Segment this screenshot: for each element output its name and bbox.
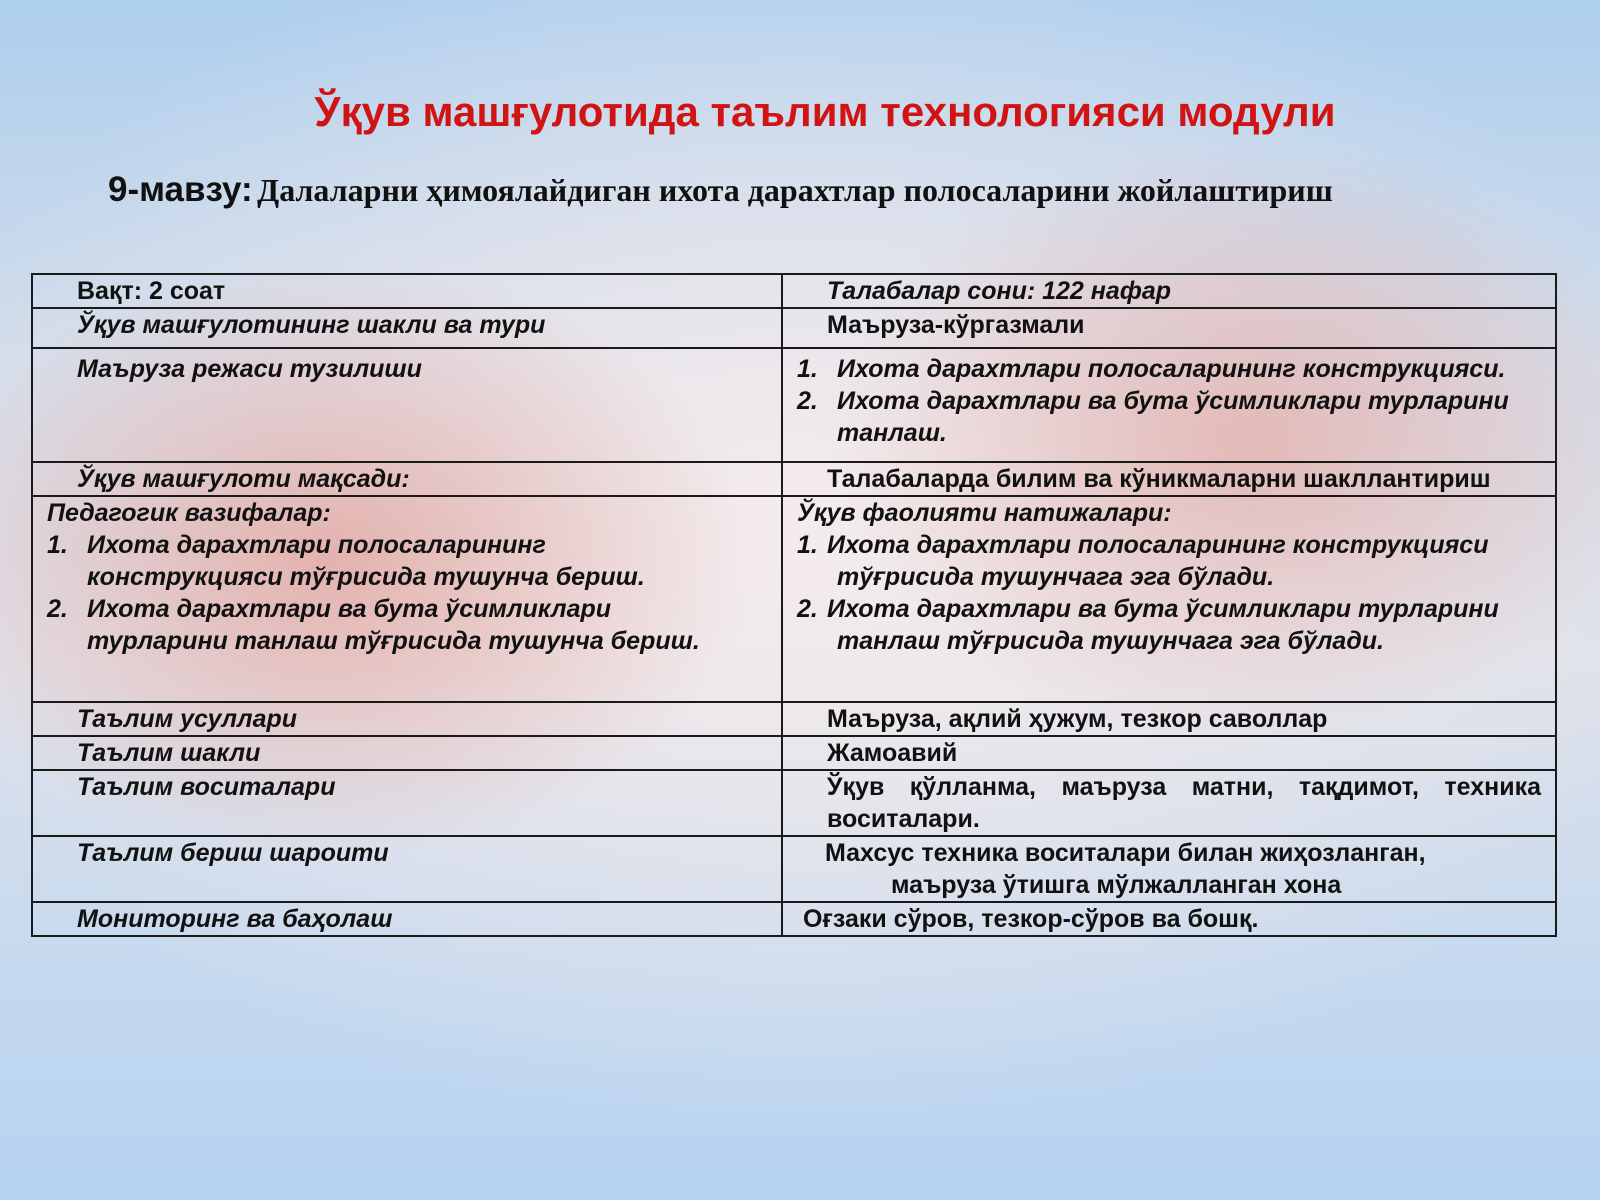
students-text: Талабалар сони: 122 нафар (827, 277, 1172, 305)
table-row (32, 348, 1556, 462)
monitoring-label: Мониторинг ва баҳолаш (32, 902, 782, 936)
list-item: 2. Ихота дарахтлари ва бута ўсимликлари турларини танлаш тўғрисида тушунчага эга бўлади. (797, 595, 1499, 655)
form-value: Жамоавий (782, 736, 1556, 770)
form-type-label: Ўқув машғулотининг шакли ва тури (32, 308, 782, 348)
conditions-line-2: маъруза ўтишга мўлжалланган хона (891, 871, 1342, 899)
topic-heading (108, 170, 1333, 210)
time-cell (32, 274, 782, 308)
table-row (32, 274, 1556, 308)
goal-value: Талабаларда билим ва кўникмаларни шакллантириш (782, 462, 1556, 496)
list-item: 1. Ихота дарахтлари полосаларининг конструкцияси. (797, 355, 1506, 383)
table-row (32, 902, 1556, 936)
table-row (32, 770, 1556, 836)
time-text: Вақт: 2 соат (77, 277, 226, 305)
form-type-value: Маъруза-кўргазмали (782, 308, 1556, 348)
list-item: 2. Ихота дарахтлари ва бута ўсимликлари турларини танлаш тўғрисида тушунча бериш. (47, 595, 700, 655)
table-row (32, 308, 1556, 348)
list-item: 2. Ихота дарахтлари ва бута ўсимликлари турларини танлаш. (797, 387, 1509, 447)
list-item: 1. Ихота дарахтлари полосаларининг конструкцияси тўғрисида тушунча бериш. (47, 531, 645, 591)
table-row (32, 496, 1556, 702)
results-label: Ўқув фаолияти натижалари: (797, 499, 1172, 527)
plan-label: Маъруза режаси тузилиши (32, 348, 782, 462)
conditions-cell (782, 836, 1556, 902)
topic-number: 9-мавзу: (108, 170, 253, 209)
table-row (32, 462, 1556, 496)
tasks-cell (32, 496, 782, 702)
table-row (32, 836, 1556, 902)
plan-list (782, 348, 1556, 462)
topic-title: Далаларни ҳимоялайдиган ихота дарахтлар полосаларини жойлаштириш (257, 172, 1333, 208)
goal-label: Ўқув машғулоти мақсади: (32, 462, 782, 496)
means-label: Таълим воситалари (32, 770, 782, 836)
tasks-label: Педагогик вазифалар: (47, 499, 331, 527)
page-title: Ўқув машғулотида таълим технологияси модули (314, 88, 1336, 135)
conditions-line-1: Махсус техника воситалари билан жиҳозланган, (825, 839, 1426, 867)
table-row (32, 736, 1556, 770)
methods-value: Маъруза, ақлий ҳужум, тезкор саволлар (782, 702, 1556, 736)
students-cell (782, 274, 1556, 308)
means-value: Ўқув қўлланма, маъруза матни, тақдимот, техника воситалари. (782, 770, 1556, 836)
monitoring-value: Оғзаки сўров, тезкор-сўров ва бошқ. (782, 902, 1556, 936)
form-label: Таълим шакли (32, 736, 782, 770)
table-row (32, 702, 1556, 736)
results-cell (782, 496, 1556, 702)
list-item: 1. Ихота дарахтлари полосаларининг конструкцияси тўғрисида тушунчага эга бўлади. (797, 531, 1489, 591)
lesson-module-table (31, 273, 1557, 937)
conditions-label: Таълим бериш шароити (32, 836, 782, 902)
methods-label: Таълим усуллари (32, 702, 782, 736)
